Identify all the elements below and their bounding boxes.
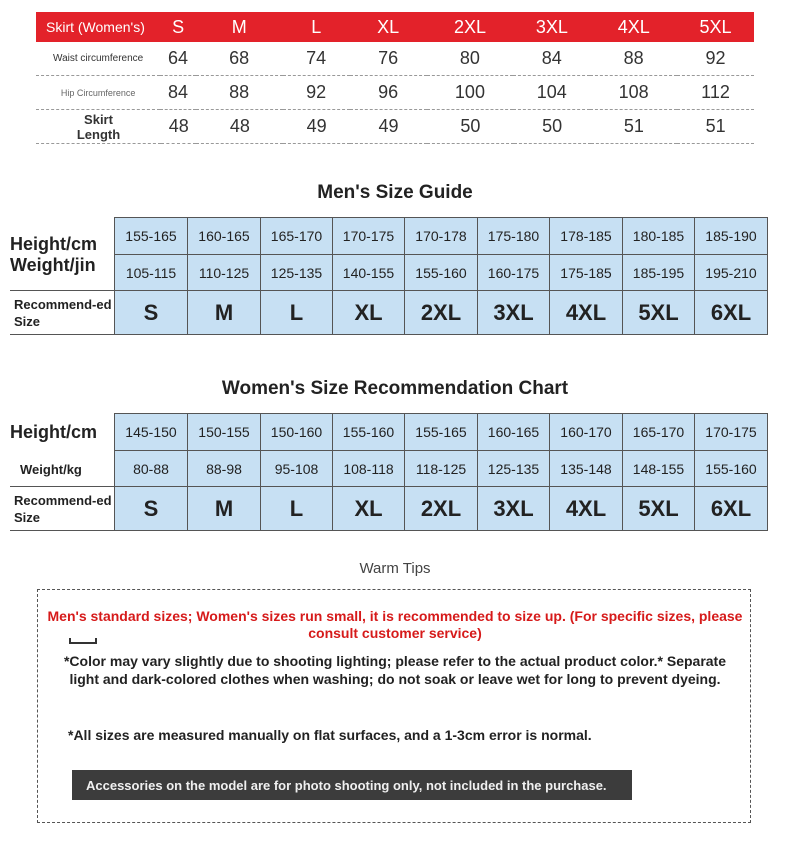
size-3xl-header: 3XL xyxy=(535,16,568,37)
table-cell: 4XL xyxy=(549,290,623,335)
table-cell: 125-135 xyxy=(477,450,550,487)
height-label: Height/cm xyxy=(10,422,98,442)
table-cell: 175-185 xyxy=(549,254,623,291)
table-cell: 88 xyxy=(590,42,677,76)
warm-tips-box xyxy=(37,589,751,823)
table-cell: S xyxy=(114,486,188,531)
size-4xl-header: 4XL xyxy=(617,16,650,37)
table-cell: 5XL xyxy=(622,486,695,531)
recommended-size-label: Recommend-ed Size xyxy=(10,486,115,531)
table-cell: 88-98 xyxy=(187,450,261,487)
table-cell: 165-170 xyxy=(622,413,695,451)
size-2xl-header: 2XL xyxy=(454,16,487,37)
table-cell: 6XL xyxy=(694,486,768,531)
table-cell: 155-160 xyxy=(332,413,405,451)
table-cell: 100 xyxy=(427,76,514,110)
table-cell: L xyxy=(260,290,333,335)
table-cell: 6XL xyxy=(694,290,768,335)
accessories-banner: Accessories on the model are for photo shooting only, not included in the purchase. xyxy=(72,770,632,800)
size-s-header: S xyxy=(172,16,185,37)
table-cell: 2XL xyxy=(404,290,478,335)
table-cell: 185-190 xyxy=(694,217,768,255)
table-cell: XL xyxy=(332,290,405,335)
table-cell: 2XL xyxy=(404,486,478,531)
table-cell: 105-115 xyxy=(114,254,188,291)
table-cell: 155-165 xyxy=(114,217,188,255)
mens-size-grid xyxy=(10,218,780,335)
table-cell: 155-160 xyxy=(694,450,768,487)
size-xl-header: XL xyxy=(377,16,400,37)
womens-size-grid xyxy=(10,414,780,531)
table-cell: 148-155 xyxy=(622,450,695,487)
table-cell: 5XL xyxy=(622,290,695,335)
table-cell: 170-178 xyxy=(404,217,478,255)
table-cell: 160-175 xyxy=(477,254,550,291)
size-l-header: L xyxy=(311,16,322,37)
table-cell: 3XL xyxy=(477,486,550,531)
table-cell: 3XL xyxy=(477,290,550,335)
table-cell: 108-118 xyxy=(332,450,405,487)
skirt-header-title: Skirt (Women's) xyxy=(46,19,145,35)
table-cell: 50 xyxy=(427,110,514,144)
table-cell: 112 xyxy=(677,76,754,110)
table-cell: 49 xyxy=(283,110,350,144)
table-cell: 175-180 xyxy=(477,217,550,255)
table-cell: 48 xyxy=(196,110,283,144)
table-cell: 108 xyxy=(590,76,677,110)
table-cell: 165-170 xyxy=(260,217,333,255)
table-cell: 84 xyxy=(160,76,196,110)
table-cell: 170-175 xyxy=(694,413,768,451)
table-cell: 92 xyxy=(677,42,754,76)
table-cell: 178-185 xyxy=(549,217,623,255)
weight-label: Weight/kg xyxy=(20,461,82,477)
table-cell: 195-210 xyxy=(694,254,768,291)
table-cell: 150-160 xyxy=(260,413,333,451)
table-cell: 170-175 xyxy=(332,217,405,255)
table-cell: 104 xyxy=(513,76,590,110)
table-cell: 84 xyxy=(513,42,590,76)
table-row xyxy=(36,42,754,76)
table-cell: 88 xyxy=(196,76,283,110)
table-cell: 80-88 xyxy=(114,450,188,487)
table-row xyxy=(36,76,754,110)
table-cell: 92 xyxy=(283,76,350,110)
table-cell: 51 xyxy=(677,110,754,144)
table-cell: 140-155 xyxy=(332,254,405,291)
table-cell: 80 xyxy=(427,42,514,76)
row-label: Waist circumference xyxy=(36,42,160,76)
womens-chart-title: Women's Size Recommendation Chart xyxy=(221,378,569,399)
skirt-size-table xyxy=(36,12,754,144)
height-label: Height/cm xyxy=(10,234,98,254)
warm-tips-title: Warm Tips xyxy=(359,560,431,577)
color-care-note: *Color may vary slightly due to shooting lighting; please refer to the actual product color.* Separate light and dark-colored clothes when washing; do not soak or leave wet for long to prevent dyeing. xyxy=(63,653,726,687)
weight-label: Weight/jin xyxy=(10,255,96,275)
size-m-header: M xyxy=(231,16,247,37)
table-cell: 125-135 xyxy=(260,254,333,291)
table-cell: 135-148 xyxy=(549,450,623,487)
table-cell: 160-170 xyxy=(549,413,623,451)
table-cell: 185-195 xyxy=(622,254,695,291)
table-cell: M xyxy=(187,486,261,531)
table-row xyxy=(36,110,754,144)
table-cell: 110-125 xyxy=(187,254,261,291)
table-cell: M xyxy=(187,290,261,335)
row-label: Hip Circumference xyxy=(36,76,160,110)
table-cell: 160-165 xyxy=(477,413,550,451)
table-cell: L xyxy=(260,486,333,531)
table-cell: S xyxy=(114,290,188,335)
measurement-note: *All sizes are measured manually on flat surfaces, and a 1-3cm error is normal. xyxy=(68,727,592,743)
table-cell: 51 xyxy=(591,110,678,144)
bracket-mark xyxy=(69,638,97,644)
table-cell: 145-150 xyxy=(114,413,188,451)
table-cell: 180-185 xyxy=(622,217,695,255)
table-cell: 150-155 xyxy=(187,413,261,451)
size-5xl-header: 5XL xyxy=(699,16,732,37)
table-cell: 160-165 xyxy=(187,217,261,255)
table-cell: 155-165 xyxy=(404,413,478,451)
table-cell: 118-125 xyxy=(404,450,478,487)
skirt-table-header xyxy=(36,12,754,42)
table-cell: 64 xyxy=(160,42,196,76)
row-label: Skirt Length xyxy=(36,110,161,144)
table-cell: 68 xyxy=(196,42,283,76)
table-cell: 50 xyxy=(514,110,591,144)
table-cell: XL xyxy=(332,486,405,531)
table-cell: 76 xyxy=(350,42,427,76)
size-advice-note: Men's standard sizes; Women's sizes run small, it is recommended to size up. (For specific sizes, please consult customer service) xyxy=(47,608,743,641)
table-cell: 96 xyxy=(350,76,427,110)
table-cell: 49 xyxy=(350,110,427,144)
table-cell: 155-160 xyxy=(404,254,478,291)
table-cell: 95-108 xyxy=(260,450,333,487)
table-cell: 4XL xyxy=(549,486,623,531)
table-cell: 48 xyxy=(161,110,196,144)
table-cell: 74 xyxy=(283,42,350,76)
recommended-size-label: Recommend-ed Size xyxy=(10,290,115,335)
mens-guide-title: Men's Size Guide xyxy=(317,182,473,203)
